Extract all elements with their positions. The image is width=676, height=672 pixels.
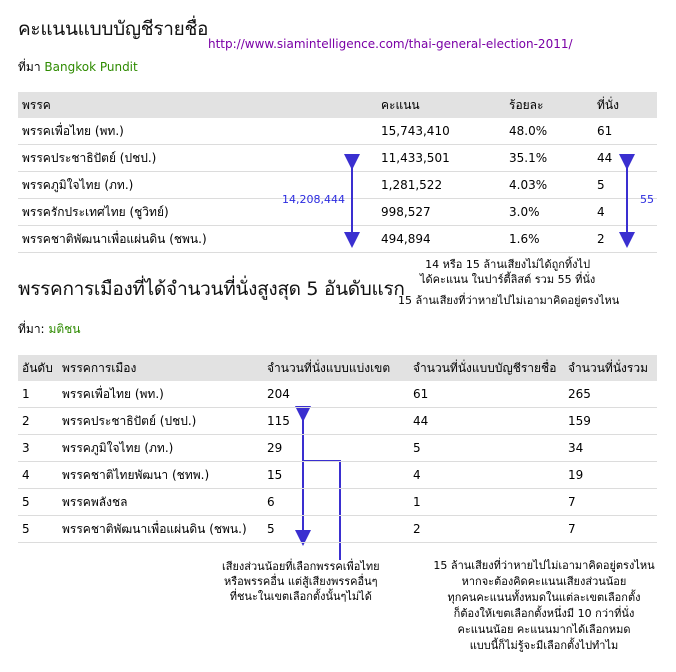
- party-name: พรรคชาติไทยพัฒนา (ชทพ.): [58, 462, 263, 489]
- votes: 15,743,410: [377, 118, 505, 145]
- lost-votes-note: [418, 558, 670, 654]
- source-prefix: ที่มา: [18, 60, 41, 74]
- table-row: [18, 462, 657, 489]
- col-header-seats: ที่นั่ง: [593, 92, 657, 118]
- total-seats: 34: [564, 435, 657, 462]
- party-name: พรรคชาติพัฒนาเพื่อแผ่นดิน (ชพน.): [58, 516, 263, 543]
- percent: 3.0%: [505, 199, 593, 226]
- seats-sum-label: 55: [640, 193, 654, 206]
- note-line: 15 ล้านเสียงที่ว่าหายไปไม่เอามาคิดอยู่ตรงไหน: [433, 559, 655, 572]
- list-seats: 4: [409, 462, 564, 489]
- total-seats: 265: [564, 381, 657, 408]
- list-seats: 2: [409, 516, 564, 543]
- col-header-percent: ร้อยละ: [505, 92, 593, 118]
- district-seats: 29: [263, 435, 409, 462]
- district-seats: 15: [263, 462, 409, 489]
- source-link-bangkok-pundit[interactable]: Bangkok Pundit: [44, 60, 138, 74]
- seats: 44: [593, 145, 657, 172]
- party-list-note-2: 15 ล้านเสียงที่ว่าหายไปไม่เอามาคิดอยู่ตรงไหน: [398, 294, 620, 307]
- note-line: เสียงส่วนน้อยที่เลือกพรรคเพื่อไทย: [222, 560, 380, 573]
- party-name: พรรคประชาธิปัตย์ (ปชป.): [58, 408, 263, 435]
- party-name: พรรคชาติพัฒนาเพื่อแผ่นดิน (ชพน.): [18, 226, 377, 253]
- total-seats: 19: [564, 462, 657, 489]
- party-list-note: [420, 257, 595, 287]
- total-seats: 7: [564, 489, 657, 516]
- list-seats: 1: [409, 489, 564, 516]
- note-line: คะแนนน้อย คะแนนมากได้เลือกหมด: [457, 623, 631, 636]
- table-row: [18, 408, 657, 435]
- party-name: พรรคภูมิใจไทย (ภท.): [58, 435, 263, 462]
- col-header-rank: อันดับ: [18, 355, 58, 381]
- total-seats: 7: [564, 516, 657, 543]
- seats: 2: [593, 226, 657, 253]
- total-seats: 159: [564, 408, 657, 435]
- rank: 4: [18, 462, 58, 489]
- table-header: [18, 355, 657, 381]
- list-seats: 61: [409, 381, 564, 408]
- rank: 5: [18, 489, 58, 516]
- percent: 4.03%: [505, 172, 593, 199]
- party-name: พรรคเพื่อไทย (พท.): [58, 381, 263, 408]
- votes: 998,527: [377, 199, 505, 226]
- district-seats: 115: [263, 408, 409, 435]
- source-prefix: ที่มา:: [18, 322, 45, 336]
- note-line: หากจะต้องคิดคะแนนเสียงส่วนน้อย: [461, 575, 627, 588]
- party-name: พรรคประชาธิปัตย์ (ปชป.): [18, 145, 377, 172]
- list-seats: 44: [409, 408, 564, 435]
- party-name: พรรครักประเทศไทย (ชูวิทย์): [18, 199, 377, 226]
- table-row: [18, 381, 657, 408]
- note-line: ทุกคนคะแนนทั้งหมดในแต่ละเขตเลือกตั้ง: [447, 591, 641, 604]
- district-seats: 204: [263, 381, 409, 408]
- section-title: พรรคการเมืองที่ได้จำนวนที่นั่งสูงสุด 5 อันดับแรก: [18, 278, 405, 300]
- votes: 494,894: [377, 226, 505, 253]
- rank: 5: [18, 516, 58, 543]
- page-title: คะแนนแบบบัญชีรายชื่อ: [18, 18, 209, 40]
- percent: 1.6%: [505, 226, 593, 253]
- party-name: พรรคพลังชล: [58, 489, 263, 516]
- list-seats: 5: [409, 435, 564, 462]
- party-name: พรรคเพื่อไทย (พท.): [18, 118, 377, 145]
- votes-sum-label: 14,208,444: [282, 193, 345, 206]
- rank: 3: [18, 435, 58, 462]
- top-five-table: [18, 355, 657, 543]
- note-line: แบบนี้ก็ไม่รู้จะมีเลือกตั้งไปทำไม: [469, 639, 619, 652]
- source-line: [18, 320, 81, 339]
- note-line: หรือพรรคอื่น แต่สู้เสียงพรรคอื่นๆ: [224, 575, 378, 588]
- seats: 5: [593, 172, 657, 199]
- district-seats: 6: [263, 489, 409, 516]
- minority-votes-note: [222, 559, 380, 604]
- rank: 2: [18, 408, 58, 435]
- seats: 4: [593, 199, 657, 226]
- col-header-total-seats: จำนวนที่นั่งรวม: [564, 355, 657, 381]
- table-row: [18, 435, 657, 462]
- col-header-list-seats: จำนวนที่นั่งแบบบัญชีรายชื่อ: [409, 355, 564, 381]
- note-line: ได้คะแนน ในปาร์ตี้ลิสต์ รวม 55 ที่นั่ง: [420, 273, 596, 286]
- rank: 1: [18, 381, 58, 408]
- district-seats: 5: [263, 516, 409, 543]
- note-line: ก็ต้องให้เขตเลือกตั้งหนึ่งมี 10 กว่าที่นั่ง: [453, 607, 635, 620]
- source-url[interactable]: http://www.siamintelligence.com/thai-general-election-2011/: [208, 37, 573, 51]
- votes: 1,281,522: [377, 172, 505, 199]
- col-header-party: พรรค: [18, 92, 377, 118]
- table-row: [18, 489, 657, 516]
- table-row: [18, 516, 657, 543]
- party-name: พรรคภูมิใจไทย (ภท.): [18, 172, 377, 199]
- percent: 48.0%: [505, 118, 593, 145]
- note-line: ที่ชนะในเขตเลือกตั้งนั้นๆไม่ได้: [229, 590, 372, 603]
- votes: 11,433,501: [377, 145, 505, 172]
- percent: 35.1%: [505, 145, 593, 172]
- col-header-votes: คะแนน: [377, 92, 505, 118]
- col-header-district-seats: จำนวนที่นั่งแบบแบ่งเขต: [263, 355, 409, 381]
- seats: 61: [593, 118, 657, 145]
- col-header-party: พรรคการเมือง: [58, 355, 263, 381]
- note-line: 14 หรือ 15 ล้านเสียงไม่ได้ถูกทิ้งไป: [425, 258, 591, 271]
- source-link-matichon[interactable]: มติชน: [48, 322, 81, 336]
